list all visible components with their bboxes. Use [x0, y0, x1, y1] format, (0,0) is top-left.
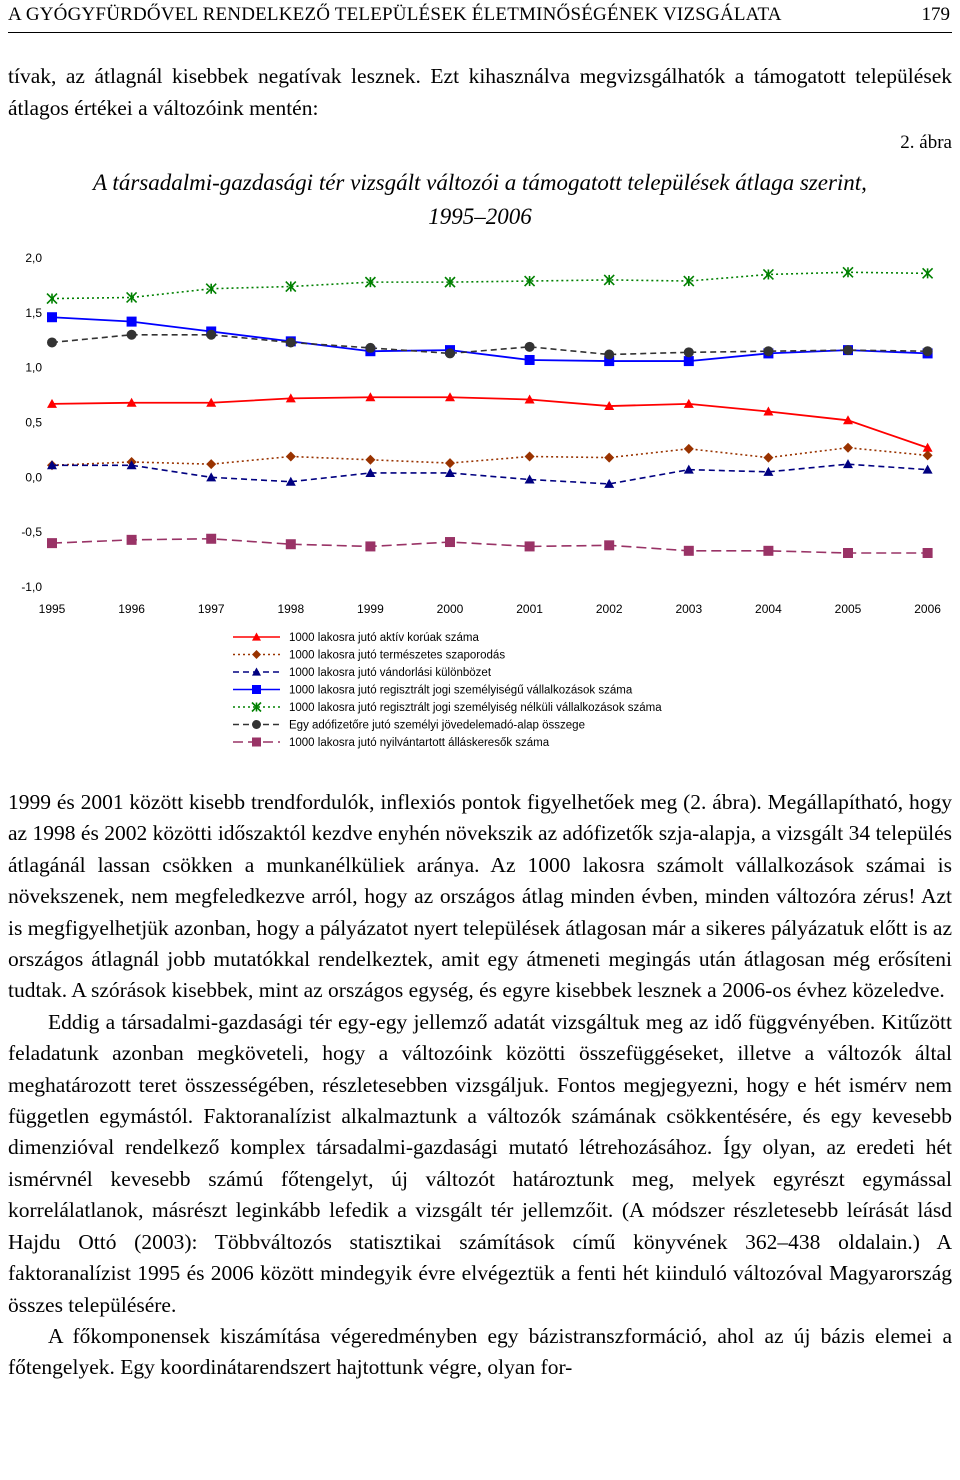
data-point: [47, 294, 57, 304]
intro-paragraph: [8, 60, 952, 124]
data-point: [47, 312, 57, 322]
x-tick-label: 1997: [197, 602, 225, 616]
x-tick-label: 2004: [755, 602, 782, 616]
data-point: [365, 455, 375, 465]
x-tick-label: 1996: [118, 602, 145, 616]
y-tick-label: -1,0: [21, 580, 42, 594]
intro-text: tívak, az átlagnál kisebbek negatívak lesznek. Ezt kihasználva megvizsgálhatók a támogatott települések átlagos értékei a változóink mentén:: [8, 64, 952, 120]
data-point: [843, 443, 853, 453]
legend-label: 1000 lakosra jutó természetes szaporodás: [289, 649, 506, 662]
data-point: [604, 540, 614, 550]
legend-marker: [252, 650, 261, 659]
data-point: [445, 458, 455, 468]
legend-label: 1000 lakosra jutó aktív korúak száma: [289, 632, 479, 644]
body-text: [8, 787, 952, 1384]
data-point: [684, 356, 694, 366]
series-line: [52, 272, 928, 298]
data-point: [206, 534, 216, 544]
running-header-title: A GYÓGYFÜRDŐVEL RENDELKEZŐ TELEPÜLÉSEK ÉLETMINŐSÉGÉNEK VIZSGÁLATA: [8, 4, 782, 25]
data-point: [525, 541, 535, 551]
figure-label: 2. ábra: [900, 132, 952, 153]
legend-marker: [252, 685, 261, 694]
x-tick-label: 1999: [357, 602, 384, 616]
figure-caption: [8, 166, 952, 234]
x-tick-label: 2003: [675, 602, 703, 616]
data-point: [604, 453, 614, 463]
data-point: [286, 451, 296, 461]
series-line: [52, 397, 928, 447]
data-point: [47, 337, 57, 347]
body-paragraph: 1999 és 2001 között kisebb trendfordulók, inflexiós pontok figyelhetőek meg (2. ábra). Megállapítható, hogy az 1998 és 2002 közötti időszaktól kezdve enyhén növekszik az adófizetők szja-alapja, a vizsgált 34 település átlagánál lassan csökken a munkanélküliek aránya. Az 1000 lakosra számolt vállalkozások számai is növekszenek, nem megfeledkezve arról, hogy az országos átlag minden évben, minden változóra zérus! Azt is megfigyelhetjük azonban, hogy a pályázatot nyert települések átlagosan már a sikeres pályázatuk előtt is az országos átlagnál jobb mutatókkal rendelkeztek, amit egy átmeneti megingás után átlagosan még erősíteni tudtak. A szórások kisebbek, mint az országos egység, és egyre kisebbek lesznek a 2006-os évhez közeledve.: [8, 790, 952, 1003]
x-tick-label: 1995: [38, 602, 66, 616]
body-paragraph: A főkomponensek kiszámítása végeredményben egy bázistranszformáció, ahol az új bázis elemei a főtengelyek. Egy koordinátarendszert hajtottunk végre, olyan for-: [8, 1323, 952, 1380]
x-tick-label: 2005: [834, 602, 862, 616]
y-tick-label: -0,5: [21, 525, 42, 540]
x-tick-label: 2000: [436, 602, 464, 616]
data-point: [763, 346, 773, 356]
x-tick-label: 2006: [914, 602, 941, 616]
data-point: [206, 330, 216, 340]
x-tick-label: 2002: [595, 602, 623, 616]
data-point: [684, 444, 694, 454]
data-point: [47, 538, 57, 548]
data-point: [763, 546, 773, 556]
data-point: [127, 317, 137, 327]
data-point: [923, 548, 933, 558]
data-point: [445, 537, 455, 547]
legend-label: Egy adófizetőre jutó személyi jövedelemadó-alap összege: [289, 719, 585, 732]
legend-label: 1000 lakosra jutó regisztrált jogi személyiség nélküli vállalkozások száma: [289, 702, 662, 714]
series-line: [52, 317, 928, 361]
data-point: [127, 330, 137, 340]
y-tick-label: 0,0: [25, 470, 42, 485]
data-point: [604, 350, 614, 360]
data-point: [525, 355, 535, 365]
legend-label: 1000 lakosra jutó vándorlási különbözet: [289, 667, 492, 679]
x-tick-label: 2001: [516, 602, 543, 616]
y-tick-label: 2,0: [25, 251, 42, 265]
data-point: [843, 345, 853, 355]
line-chart-svg: [0, 240, 960, 765]
line-chart: [0, 240, 960, 765]
y-tick-label: 1,0: [25, 360, 42, 375]
series-line: [52, 539, 928, 553]
data-point: [843, 548, 853, 558]
legend-label: 1000 lakosra jutó regisztrált jogi személyiségű vállalkozások száma: [289, 684, 633, 697]
data-point: [763, 453, 773, 463]
data-point: [684, 546, 694, 556]
y-tick-label: 1,5: [25, 305, 42, 320]
legend-label: 1000 lakosra jutó nyilvántartott álláskeresők száma: [289, 737, 550, 749]
series-line: [52, 464, 928, 484]
x-tick-label: 1998: [277, 602, 305, 616]
data-point: [684, 347, 694, 357]
page-number: 179: [921, 4, 950, 25]
data-point: [365, 541, 375, 551]
data-point: [525, 342, 535, 352]
data-point: [127, 535, 137, 545]
data-point: [365, 343, 375, 353]
data-point: [286, 539, 296, 549]
y-tick-label: 0,5: [25, 415, 42, 430]
running-header: [8, 0, 952, 33]
data-point: [525, 451, 535, 461]
legend-marker: [252, 738, 261, 747]
figure-caption-line-2: 1995–2006: [428, 204, 532, 229]
data-point: [923, 346, 933, 356]
data-point: [923, 268, 933, 278]
legend-marker: [252, 720, 261, 729]
figure-caption-line-1: A társadalmi-gazdasági tér vizsgált változói a támogatott települések átlaga szerint,: [93, 170, 867, 195]
series-line: [52, 448, 928, 466]
data-point: [286, 337, 296, 347]
data-point: [923, 450, 933, 460]
body-paragraph: Eddig a társadalmi-gazdasági tér egy-egy jellemző adatát vizsgáltuk meg az idő függvényében. Kitűzött feladatunk azonban megköveteli, hogy a változóink közötti összefüggéseket, illetve a változók által meghatározott teret összességében, részletesebben vizsgáljuk. Fontos megjegyezni, hogy e hét ismérv nem független egymástól. Faktoranalízist alkalmaztunk a változók számának csökkentésére, és egy kevesebb dimenzióval rendelkező komplex társadalmi-gazdasági mutató létrehozásához. Így olyan, az eredeti hét ismérvnél kevesebb számú főtengelyt, új változót határoztunk meg, melyek egyrészt egymással korrelálatlanok, másrészt leginkább lefedik a vizsgált tér jellemzőit. (A módszer részletesebb leírását lásd Hajdu Ottó (2003): Többváltozós statisztikai számítások című könyvének 362–438 oldalain.) A faktoranalízist 1995 és 2006 között mindegyik évre elvégeztük a fenti hét kiinduló változóval Magyarország összes településére.: [8, 1009, 952, 1317]
data-point: [206, 459, 216, 469]
data-point: [445, 348, 455, 358]
